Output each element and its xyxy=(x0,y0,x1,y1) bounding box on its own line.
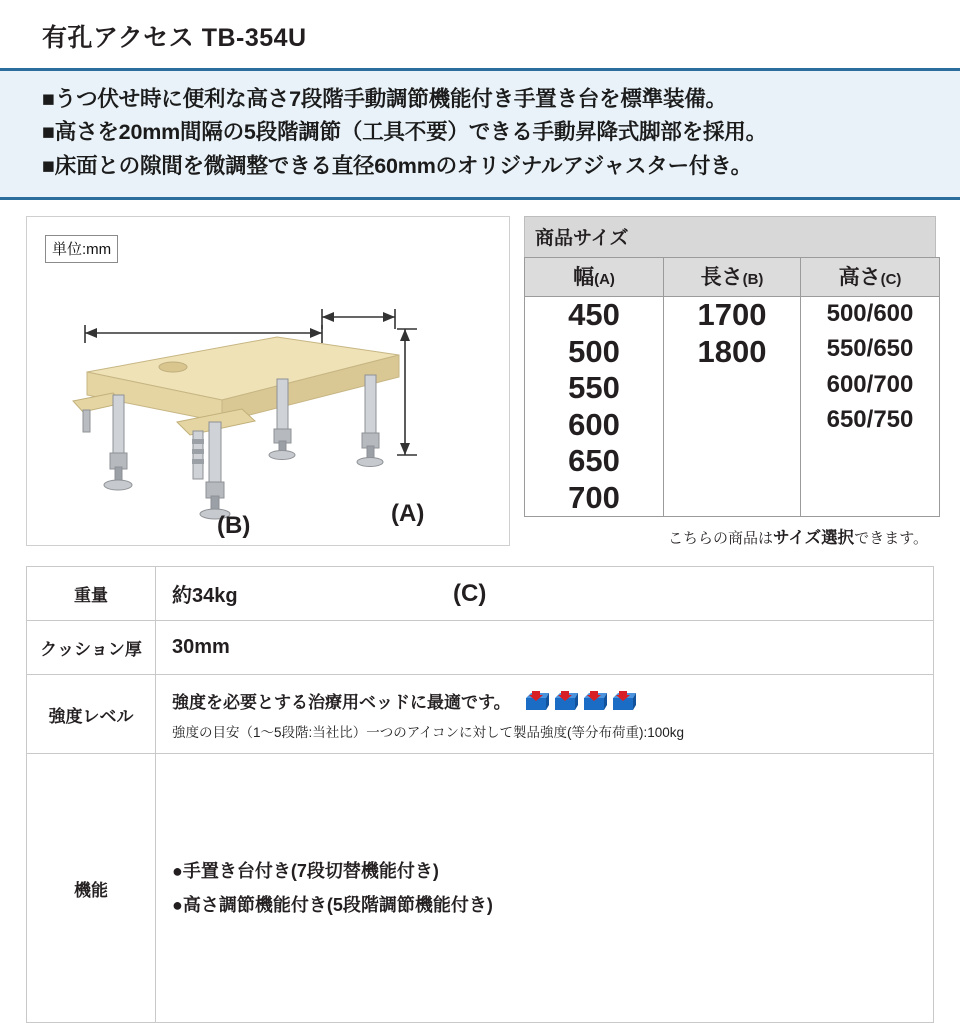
strength-weight-icon xyxy=(610,687,636,713)
size-length-option: 1700 xyxy=(697,296,767,332)
spec-label-function: 機能 xyxy=(27,754,156,1023)
size-length-cell xyxy=(664,296,801,516)
size-width-option: 550 xyxy=(568,370,620,406)
spec-value-cushion: 30mm xyxy=(156,621,934,675)
size-length-option: 1800 xyxy=(697,333,767,369)
table-row xyxy=(27,754,934,1023)
dimension-label-c: (C) xyxy=(453,579,487,607)
spec-value-strength xyxy=(156,675,934,754)
size-table-header-row xyxy=(525,257,940,296)
strength-weight-icon xyxy=(581,687,607,713)
spec-value-weight: 約34kg xyxy=(156,567,934,621)
size-table-body-row xyxy=(525,296,940,516)
size-width-option: 700 xyxy=(568,479,620,515)
size-height-option: 650/750 xyxy=(826,405,914,433)
dimension-label-a: (A) xyxy=(391,499,425,527)
size-col-header-length: 長さ(B) xyxy=(664,257,801,296)
feature-band xyxy=(0,68,960,200)
size-table-panel xyxy=(524,216,936,548)
size-width-option: 450 xyxy=(568,296,620,332)
spec-label-cushion: クッション厚 xyxy=(27,621,156,675)
size-height-option: 550/650 xyxy=(826,335,914,363)
bed-illustration xyxy=(27,217,513,547)
strength-text: 強度を必要とする治療用ベッドに最適です。 xyxy=(172,692,511,712)
function-list xyxy=(172,854,933,922)
feature-line-2: ■高さを20mm間隔の5段階調節（工具不要）できる手動昇降式脚部を採用。 xyxy=(42,120,767,145)
size-table-heading: 商品サイズ xyxy=(524,216,936,257)
feature-line-1: ■うつ伏せ時に便利な高さ7段階手動調節機能付き手置き台を標準装備。 xyxy=(42,87,727,111)
size-width-cell xyxy=(525,296,664,516)
spec-label-strength: 強度レベル xyxy=(27,675,156,754)
feature-line-3: ■床面との隙間を微調整できる直径60mmのオリジナルアジャスター付き。 xyxy=(42,153,752,178)
strength-icon-group xyxy=(523,687,636,713)
spec-value-function xyxy=(156,754,934,1023)
size-table xyxy=(524,257,940,517)
strength-weight-icon xyxy=(523,687,549,713)
spec-label-weight: 重量 xyxy=(27,567,156,621)
page-title: 有孔アクセス TB-354U xyxy=(42,24,307,52)
table-row xyxy=(27,621,934,675)
dimension-label-b: (B) xyxy=(217,511,251,539)
unit-label: 単位:mm xyxy=(45,235,118,263)
size-height-option: 500/600 xyxy=(826,299,914,327)
size-width-option: 600 xyxy=(568,406,620,442)
size-height-option: 600/700 xyxy=(826,370,914,398)
strength-weight-icon xyxy=(552,687,578,713)
table-row xyxy=(27,675,934,754)
size-note-prefix: こちらの商品は xyxy=(667,530,773,548)
strength-note: 強度の目安（1〜5段階:当社比）一つのアイコンに対して製品強度(等分布荷重):100kg xyxy=(172,725,685,741)
size-col-header-height: 高さ(C) xyxy=(801,257,940,296)
size-selection-note xyxy=(524,517,936,548)
strength-text-row xyxy=(172,687,933,713)
spec-table xyxy=(26,566,934,1023)
spec-section xyxy=(0,548,960,1023)
size-col-header-width: 幅(A) xyxy=(525,257,664,296)
size-width-option: 500 xyxy=(568,333,620,369)
size-height-cell xyxy=(801,296,940,516)
size-note-emphasis: サイズ選択 xyxy=(773,529,855,548)
size-width-option: 650 xyxy=(568,443,620,479)
list-item: ●高さ調節機能付き(5段階調節機能付き) xyxy=(172,895,493,916)
list-item: ●手置き台付き(7段切替機能付き) xyxy=(172,861,439,882)
size-note-suffix: できます。 xyxy=(854,530,928,548)
